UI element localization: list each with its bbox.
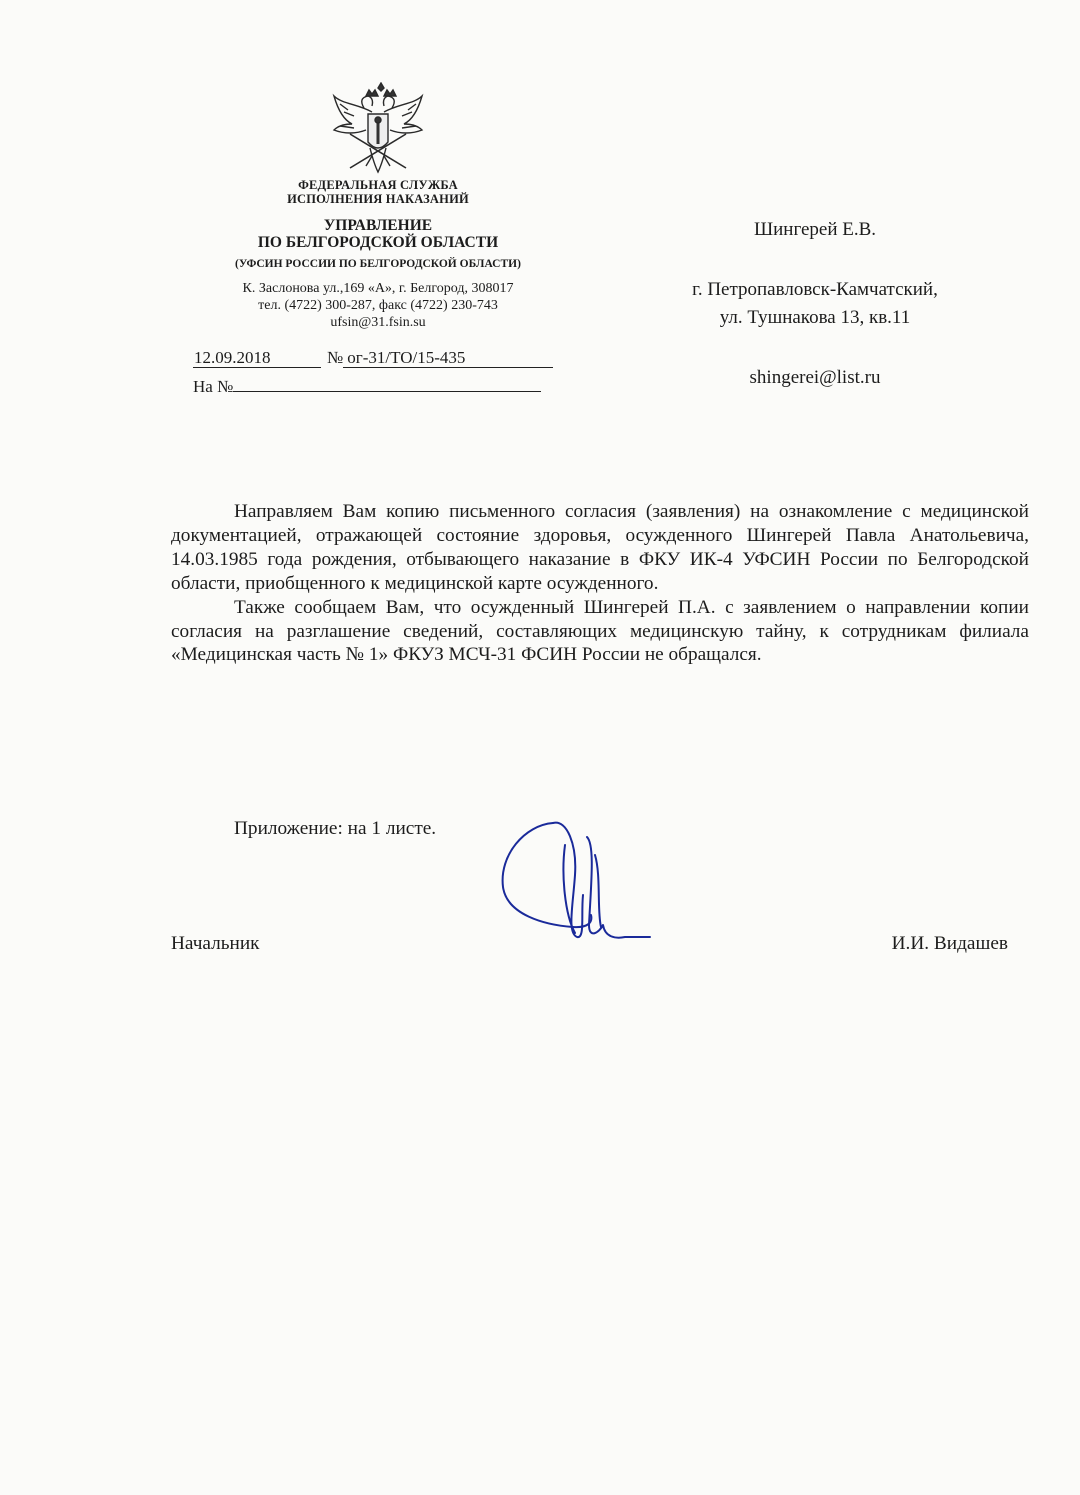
body-paragraph-2: Также сообщаем Вам, что осужденный Шингерей П.А. с заявлением о направлении копии согласия на разглашение сведений, составляющих медицинскую тайну, к сотрудникам филиала «Медицинская часть № 1» ФКУЗ МСЧ-31 ФСИН России не обращался.: [171, 596, 1029, 666]
letterhead-email: ufsin@31.fsin.su: [330, 315, 426, 330]
letterhead-agency: [178, 178, 578, 206]
registration-line: [193, 348, 553, 368]
reply-reference-blank: [233, 373, 541, 392]
recipient-email: shingerei@list.ru: [749, 367, 881, 388]
letterhead-address: К. Заслонова ул.,169 «А», г. Белгород, 308017: [242, 281, 514, 296]
registration-date: 12.09.2018: [193, 349, 321, 368]
signatory-name: И.И. Видашев: [891, 933, 1008, 954]
registration-number: ог-31/ТО/15-435: [343, 349, 553, 368]
letterhead-contacts: [178, 280, 578, 331]
recipient-street: ул. Тушнакова 13, кв.11: [719, 307, 911, 328]
agency-line-2: ИСПОЛНЕНИЯ НАКАЗАНИЙ: [287, 192, 469, 206]
agency-line-1: ФЕДЕРАЛЬНАЯ СЛУЖБА: [298, 178, 458, 192]
body-paragraph-1: Направляем Вам копию письменного согласия (заявления) на ознакомление с медицинской документацией, отражающей состояние здоровья, осужденного Шингерей Павла Анатольевича, 14.03.1985 года рождения, отбывающего наказание в ФКУ ИК-4 УФСИН России по Белгородской области, приобщенного к медицинской карте осужденного.: [171, 501, 1029, 594]
reply-reference-label: На №: [193, 377, 234, 396]
letterhead-department: [178, 217, 578, 251]
letterhead-department-short: (УФСИН РОССИИ ПО БЕЛГОРОДСКОЙ ОБЛАСТИ): [235, 258, 521, 270]
signatory-title: Начальник: [171, 933, 260, 954]
double-headed-eagle-emblem-icon: [328, 82, 428, 178]
registration-number-label: №: [327, 348, 344, 367]
recipient-name: Шингерей Е.В.: [753, 219, 877, 240]
letterhead-phones: тел. (4722) 300-287, факс (4722) 230-743: [258, 298, 498, 313]
department-line-2: ПО БЕЛГОРОДСКОЙ ОБЛАСТИ: [257, 234, 499, 251]
department-line-1: УПРАВЛЕНИЕ: [323, 217, 433, 234]
appendix-note: Приложение: на 1 листе.: [234, 818, 437, 839]
letter-body: [171, 500, 1029, 667]
reply-reference-line: [193, 373, 541, 397]
recipient-city: г. Петропавловск-Камчатский,: [692, 279, 938, 300]
handwritten-signature-icon: [495, 815, 660, 950]
